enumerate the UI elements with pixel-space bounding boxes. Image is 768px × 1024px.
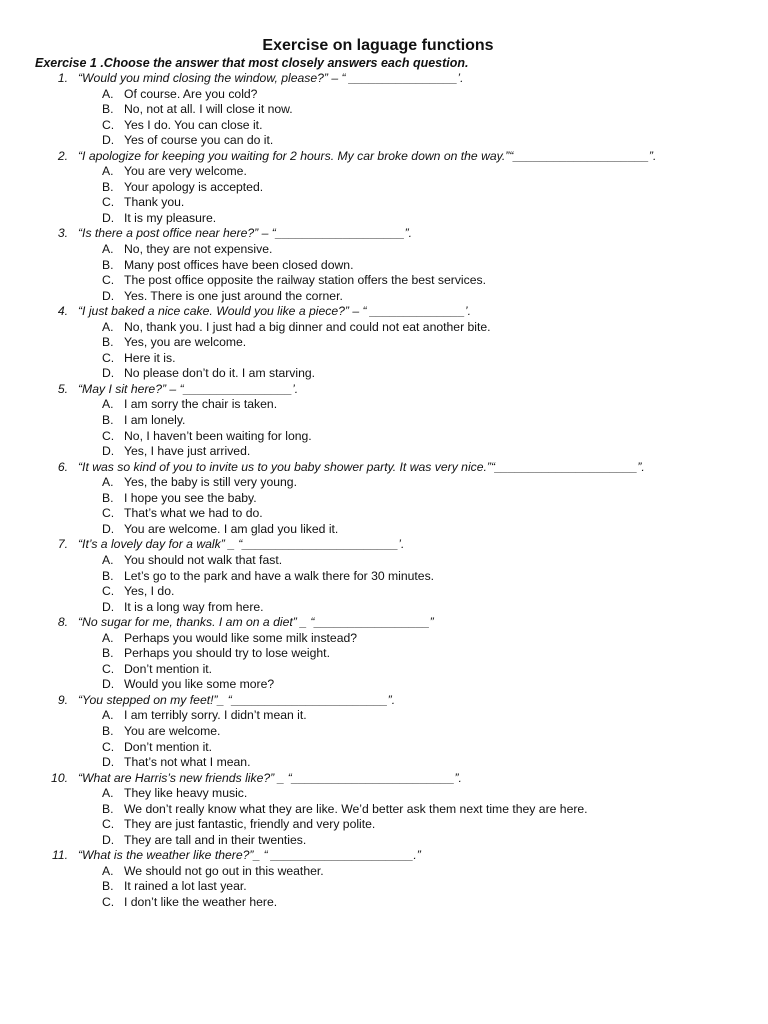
option-letter: C. [102, 195, 115, 210]
option-letter: D. [102, 444, 115, 459]
question-prompt: “You stepped on my feet!”_ “_______________________”. [78, 692, 396, 707]
option-letter: A. [102, 319, 114, 334]
question-number: 5. [57, 381, 68, 396]
question-prompt: “Would you mind closing the window, please?” – “ ________________’. [78, 71, 464, 85]
option-text: Many post offices have been closed down. [124, 257, 354, 272]
option-text: Here it is. [124, 350, 176, 365]
option-letter: B. [102, 646, 114, 661]
answer-option [0, 646, 768, 662]
answer-option [0, 833, 768, 849]
option-letter: D. [102, 288, 115, 303]
option-text: I am terribly sorry. I didn’t mean it. [124, 708, 307, 723]
option-text: They are tall and in their twenties. [124, 832, 307, 847]
answer-option [0, 506, 768, 522]
option-text: You should not walk that fast. [124, 552, 283, 567]
question-item [0, 71, 768, 87]
option-text: No please don’t do it. I am starving. [124, 366, 316, 381]
option-text: Yes, I do. [124, 584, 175, 599]
option-text: It is my pleasure. [124, 210, 217, 225]
option-letter: B. [102, 568, 114, 583]
option-letter: C. [102, 584, 115, 599]
option-text: It is a long way from here. [124, 599, 264, 614]
answer-option [0, 724, 768, 740]
option-letter: D. [102, 755, 115, 770]
question-item [0, 537, 768, 553]
option-letter: A. [102, 164, 114, 179]
option-letter: A. [102, 552, 114, 567]
question-item [0, 460, 768, 476]
question-item [0, 615, 768, 631]
option-text: I am sorry the chair is taken. [124, 397, 278, 412]
option-letter: D. [102, 832, 115, 847]
option-letter: C. [102, 428, 115, 443]
option-text: Don’t mention it. [124, 739, 213, 754]
question-list [0, 71, 768, 911]
option-text: Perhaps you should try to lose weight. [124, 646, 330, 661]
question-number: 3. [57, 226, 68, 241]
option-text: They are just fantastic, friendly and very polite. [124, 817, 376, 832]
answer-option [0, 366, 768, 382]
question-prompt: “I apologize for keeping you waiting for 2 hours. My car broke down on the way.”“____________________”. [78, 148, 657, 163]
question-item [0, 771, 768, 787]
question-number: 9. [57, 692, 68, 707]
answer-option [0, 584, 768, 600]
option-text: You are welcome. I am glad you liked it. [124, 521, 339, 536]
option-letter: D. [102, 366, 115, 381]
option-text: Would you like some more? [124, 677, 275, 692]
answer-option [0, 429, 768, 445]
page-title: Exercise on laguage functions [262, 37, 494, 54]
question-number: 2. [57, 148, 68, 163]
question-number: 1. [57, 71, 68, 85]
option-letter: B. [102, 723, 114, 738]
option-letter: C. [102, 894, 115, 909]
question-item [0, 382, 768, 398]
answer-option [0, 677, 768, 693]
option-letter: B. [102, 490, 114, 505]
option-text: Of course. Are you cold? [124, 86, 258, 101]
option-text: Yes, I have just arrived. [124, 444, 251, 459]
answer-option [0, 164, 768, 180]
question-prompt: “No sugar for me, thanks. I am on a diet” _ “_________________” [78, 615, 434, 630]
option-letter: B. [102, 257, 114, 272]
option-letter: C. [102, 117, 115, 132]
answer-option [0, 351, 768, 367]
option-text: Perhaps you would like some milk instead? [124, 630, 358, 645]
option-letter: C. [102, 506, 115, 521]
question-item [0, 848, 768, 864]
answer-option [0, 102, 768, 118]
answer-option [0, 708, 768, 724]
answer-option [0, 413, 768, 429]
question-number: 11. [51, 848, 68, 863]
question-prompt: “What are Harris’s new friends like?” _ “________________________”. [78, 770, 462, 785]
option-text: We should not go out in this weather. [124, 863, 324, 878]
answer-option [0, 569, 768, 585]
answer-option [0, 864, 768, 880]
option-letter: C. [102, 273, 115, 288]
answer-option [0, 802, 768, 818]
answer-option [0, 133, 768, 149]
option-text: No, thank you. I just had a big dinner and could not eat another bite. [124, 319, 491, 334]
question-item [0, 149, 768, 165]
option-text: We don’t really know what they are like. We’d better ask them next time they are here. [124, 801, 588, 816]
option-letter: A. [102, 475, 114, 490]
answer-option [0, 600, 768, 616]
answer-option [0, 631, 768, 647]
question-prompt: “Is there a post office near here?” – “___________________”. [78, 226, 413, 241]
answer-option [0, 258, 768, 274]
answer-option [0, 662, 768, 678]
option-letter: C. [102, 350, 115, 365]
answer-option [0, 740, 768, 756]
option-letter: B. [102, 102, 114, 117]
option-text: Yes of course you can do it. [124, 133, 274, 148]
answer-option [0, 320, 768, 336]
option-letter: A. [102, 242, 114, 257]
question-number: 4. [57, 304, 68, 319]
answer-option [0, 786, 768, 802]
question-prompt: “May I sit here?” – “________________’. [78, 381, 299, 396]
answer-option [0, 755, 768, 771]
option-text: No, not at all. I will close it now. [124, 102, 293, 117]
option-text: Your apology is accepted. [124, 179, 264, 194]
question-number: 6. [57, 459, 68, 474]
option-text: The post office opposite the railway station offers the best services. [124, 273, 486, 288]
option-text: Let’s go to the park and have a walk there for 30 minutes. [124, 568, 435, 583]
question-prompt: “I just baked a nice cake. Would you like a piece?” – “ ______________’. [78, 304, 471, 319]
answer-option [0, 211, 768, 227]
option-letter: B. [102, 801, 114, 816]
option-letter: A. [102, 397, 114, 412]
option-letter: A. [102, 86, 114, 101]
option-letter: A. [102, 786, 114, 801]
answer-option [0, 397, 768, 413]
answer-option [0, 895, 768, 911]
answer-option [0, 273, 768, 289]
answer-option [0, 289, 768, 305]
option-text: Yes. There is one just around the corner. [124, 288, 343, 303]
question-number: 10. [51, 770, 68, 785]
answer-option [0, 335, 768, 351]
option-text: No, they are not expensive. [124, 242, 273, 257]
option-letter: A. [102, 863, 114, 878]
option-letter: A. [102, 630, 114, 645]
answer-option [0, 553, 768, 569]
answer-option [0, 879, 768, 895]
answer-option [0, 522, 768, 538]
answer-option [0, 817, 768, 833]
answer-option [0, 87, 768, 103]
option-text: Yes, the baby is still very young. [124, 475, 297, 490]
question-item [0, 693, 768, 709]
option-text: I don’t like the weather here. [124, 894, 278, 909]
option-letter: D. [102, 599, 115, 614]
option-letter: C. [102, 739, 115, 754]
question-item [0, 304, 768, 320]
option-letter: B. [102, 335, 114, 350]
answer-option [0, 195, 768, 211]
option-text: It rained a lot last year. [124, 879, 247, 894]
option-text: Yes I do. You can close it. [124, 117, 263, 132]
question-number: 8. [57, 615, 68, 630]
option-text: Thank you. [124, 195, 185, 210]
answer-option [0, 118, 768, 134]
option-letter: B. [102, 879, 114, 894]
question-prompt: “It was so kind of you to invite us to you baby shower party. It was very nice.”“_____________________”. [78, 459, 645, 474]
answer-option [0, 475, 768, 491]
option-letter: D. [102, 210, 115, 225]
exercise-instruction: Exercise 1 .Choose the answer that most closely answers each question. [35, 56, 469, 70]
option-letter: B. [102, 413, 114, 428]
answer-option [0, 242, 768, 258]
answer-option [0, 491, 768, 507]
answer-option [0, 444, 768, 460]
question-item [0, 226, 768, 242]
option-text: Yes, you are welcome. [124, 335, 247, 350]
option-letter: D. [102, 677, 115, 692]
option-text: You are welcome. [124, 723, 221, 738]
option-text: Don’t mention it. [124, 661, 213, 676]
option-text: I hope you see the baby. [124, 490, 257, 505]
option-text: I am lonely. [124, 413, 186, 428]
option-text: You are very welcome. [124, 164, 247, 179]
option-text: They like heavy music. [124, 786, 248, 801]
option-letter: C. [102, 817, 115, 832]
answer-option [0, 180, 768, 196]
option-letter: D. [102, 521, 115, 536]
question-prompt: “It’s a lovely day for a walk” _ “_______________________’. [78, 537, 405, 552]
option-text: That’s what we had to do. [124, 506, 263, 521]
question-prompt: “What is the weather like there?”_ “ _____________________.” [78, 848, 421, 863]
option-letter: A. [102, 708, 114, 723]
option-text: No, I haven’t been waiting for long. [124, 428, 312, 443]
option-letter: C. [102, 661, 115, 676]
option-letter: D. [102, 133, 115, 148]
question-number: 7. [57, 537, 68, 552]
option-text: That’s not what I mean. [124, 755, 251, 770]
option-letter: B. [102, 179, 114, 194]
